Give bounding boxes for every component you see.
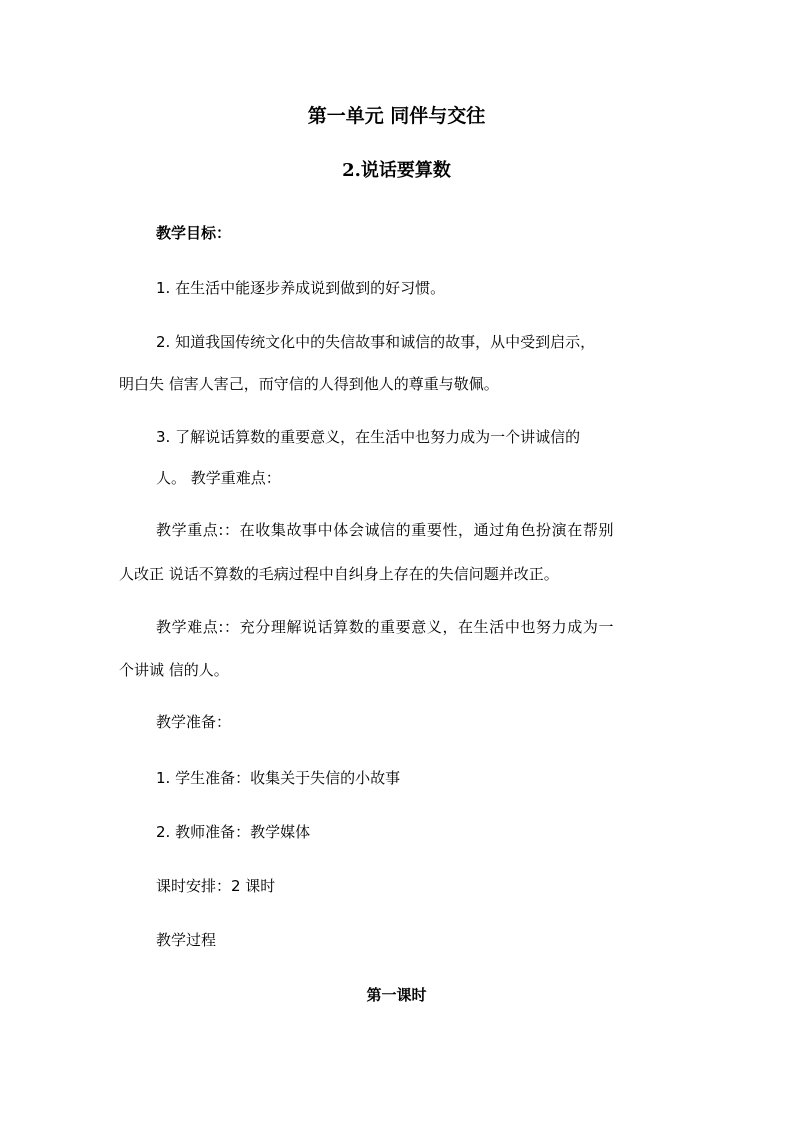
objective-item-3-line-1: 3. 了解说话算数的重要意义，在生活中也努力成为一个讲诚信的 xyxy=(156,428,581,446)
process-heading: 教学过程 xyxy=(156,931,217,949)
preparation-item-2: 2. 教师准备：教学媒体 xyxy=(156,823,311,841)
first-lesson-heading: 第一课时 xyxy=(366,986,427,1004)
preparation-heading: 教学准备： xyxy=(156,713,232,731)
objectives-heading: 教学目标： xyxy=(156,224,232,242)
lesson-title: 2.说话要算数 xyxy=(342,160,451,181)
unit-title: 第一单元 同伴与交往 xyxy=(307,105,486,127)
difficulty-line-1: 教学难点:：充分理解说话算数的重要意义，在生活中也努力成为一 xyxy=(156,618,615,636)
schedule: 课时安排：2 课时 xyxy=(156,877,276,895)
difficulty-line-2: 个讲诚 信的人。 xyxy=(119,661,229,679)
key-point-line-1: 教学重点:：在收集故事中体会诚信的重要性，通过角色扮演在帮别 xyxy=(156,521,615,539)
objective-item-3-line-2: 人。 教学重难点： xyxy=(156,469,281,487)
objective-item-2-line-2: 明白失 信害人害己，而守信的人得到他人的尊重与敬佩。 xyxy=(119,375,499,393)
objective-item-2-line-1: 2. 知道我国传统文化中的失信故事和诚信的故事，从中受到启示， xyxy=(156,333,596,351)
key-point-line-2: 人改正 说话不算数的毛病过程中自纠身上存在的失信问题并改正。 xyxy=(119,565,559,583)
preparation-item-1: 1. 学生准备：收集关于失信的小故事 xyxy=(156,769,401,787)
objective-item-1: 1. 在生活中能逐步养成说到做到的好习惯。 xyxy=(156,279,446,297)
